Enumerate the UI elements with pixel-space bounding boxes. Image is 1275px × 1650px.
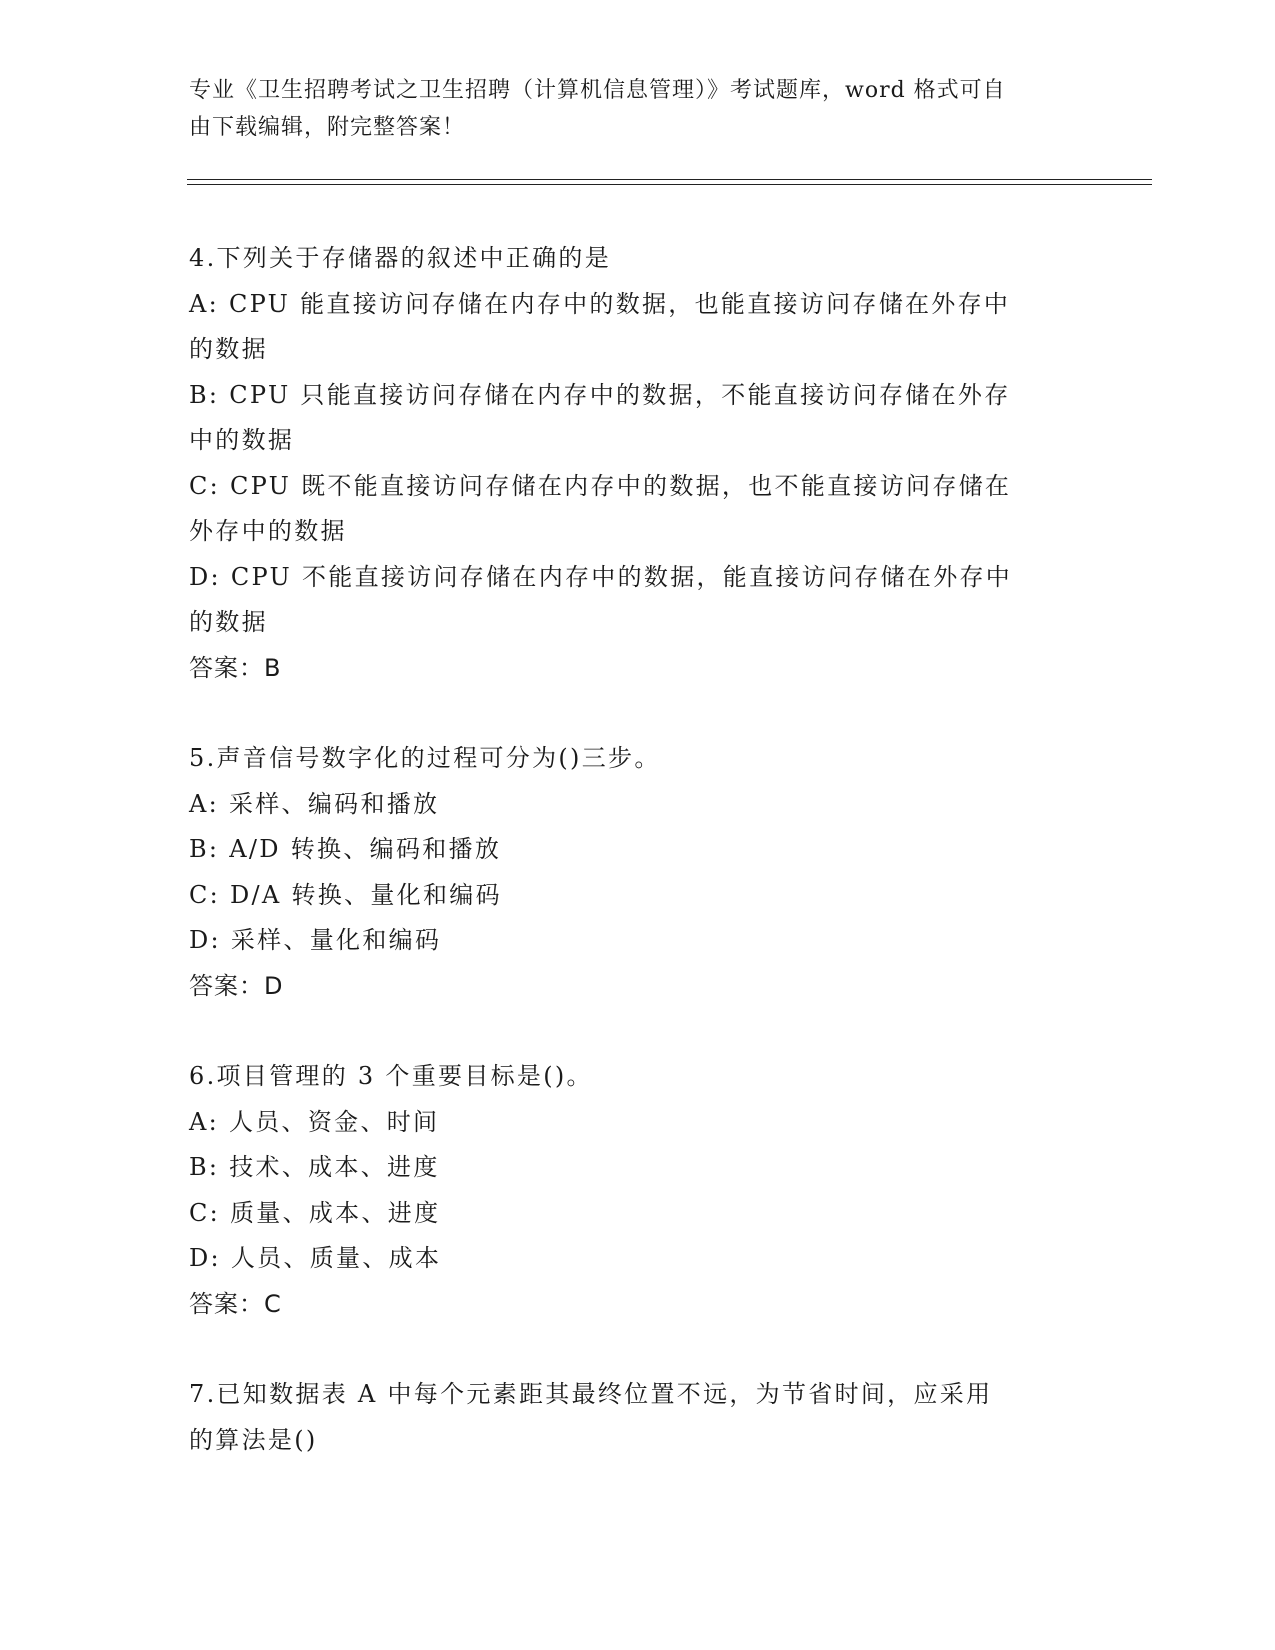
option-c: C: D/A 转换、量化和编码 xyxy=(189,880,502,909)
option-b: B: A/D 转换、编码和播放 xyxy=(189,835,502,863)
option-d-cont: 的数据 xyxy=(189,608,268,636)
option-d: D: CPU 不能直接访问存储在内存中的数据，能直接访问存储在外存中 xyxy=(189,562,1013,591)
answer: 答案：B xyxy=(189,653,282,682)
option-a-cont: 的数据 xyxy=(189,335,268,363)
option-a: A: 人员、资金、时间 xyxy=(189,1107,440,1136)
question-6 xyxy=(189,1054,1089,1327)
question-stem: 6.项目管理的 3 个重要目标是()。 xyxy=(189,1062,593,1090)
answer: 答案：C xyxy=(189,1289,282,1318)
answer: 答案：D xyxy=(189,971,284,1000)
question-stem: 7.已知数据表 A 中每个元素距其最终位置不远，为节省时间，应采用 xyxy=(189,1380,993,1408)
option-b: B: CPU 只能直接访问存储在内存中的数据，不能直接访问存储在外存 xyxy=(189,380,1011,409)
question-stem: 4.下列关于存储器的叙述中正确的是 xyxy=(189,244,611,272)
question-stem-cont: 的算法是() xyxy=(189,1425,318,1454)
question-list xyxy=(189,236,1089,1508)
question-stem: 5.声音信号数字化的过程可分为()三步。 xyxy=(189,744,661,772)
option-d: D: 人员、质量、成本 xyxy=(189,1244,442,1272)
option-a: A: CPU 能直接访问存储在内存中的数据，也能直接访问存储在外存中 xyxy=(189,289,1011,318)
option-a: A: 采样、编码和播放 xyxy=(189,789,440,818)
header-divider-bottom xyxy=(187,184,1152,185)
header-line-1: 专业《卫生招聘考试之卫生招聘（计算机信息管理）》考试题库，word 格式可自 xyxy=(189,78,1006,103)
option-c: C: 质量、成本、进度 xyxy=(189,1198,441,1227)
option-d: D: 采样、量化和编码 xyxy=(189,926,442,954)
question-7 xyxy=(189,1372,1089,1463)
option-c: C: CPU 既不能直接访问存储在内存中的数据，也不能直接访问存储在 xyxy=(189,471,1012,500)
header-divider-top xyxy=(187,179,1152,180)
header-line-2: 由下载编辑，附完整答案！ xyxy=(189,115,466,140)
question-5 xyxy=(189,736,1089,1009)
option-c-cont: 外存中的数据 xyxy=(189,517,347,545)
question-4 xyxy=(189,236,1089,691)
option-b: B: 技术、成本、进度 xyxy=(189,1153,440,1181)
document-header xyxy=(189,72,1069,146)
option-b-cont: 中的数据 xyxy=(189,426,295,454)
